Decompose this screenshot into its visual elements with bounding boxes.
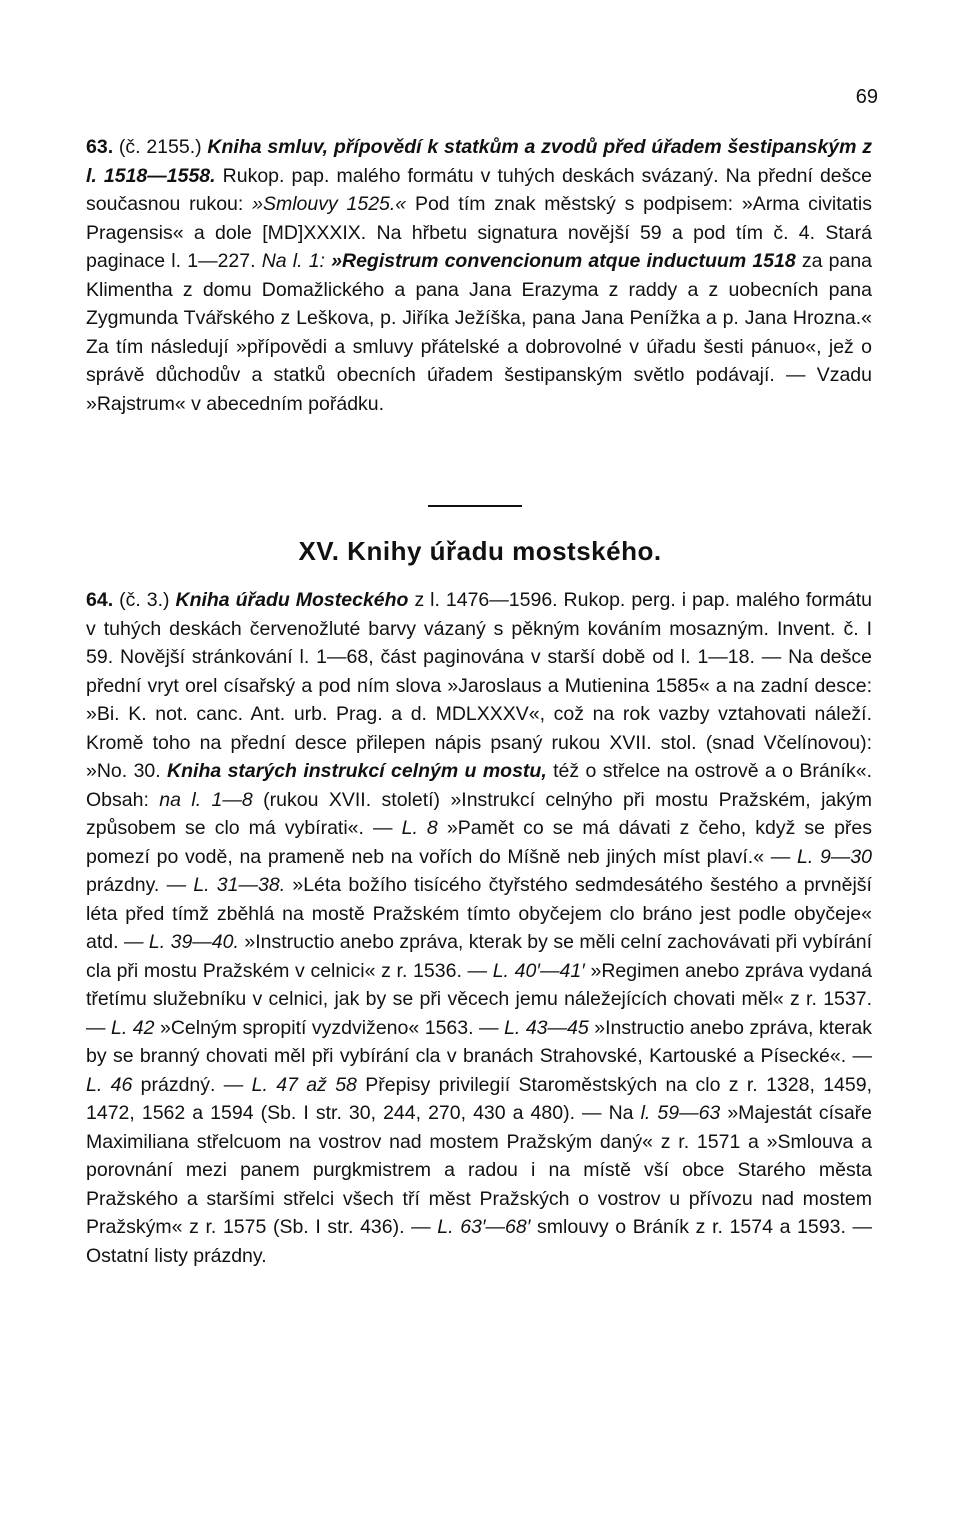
leaf-reference: L. 9—30 xyxy=(796,845,872,868)
description-text: »Majestát císaře Maximiliana střelcuom na vostrov nad mostem Pražským daný« z r. 1571 a »Smlouva a porovnání mezi panem purgkmistrem a radou i na místě vší obce Starého města Pražského a staršími střelci všech tří měst Pražských o vostrov u přívozu nad mostem Pražským« z r. 1575 (Sb. I str. 436). — xyxy=(86,1102,873,1238)
entry-64 xyxy=(86,586,872,1270)
book-title-secondary: Kniha starých instrukcí celným u mostu, xyxy=(167,760,547,782)
leaf-reference: L. 63′—68′ xyxy=(437,1216,531,1238)
leaf-reference: L. 31—38. xyxy=(193,874,286,896)
leaf-reference: l. 59—63 xyxy=(640,1102,721,1124)
catalog-number: (č. 3.) xyxy=(119,589,170,611)
description-text: Rukop. pap. malého formátu v tuhých deskách svázaný. Na přední dešce současnou rukou: xyxy=(86,164,872,215)
leaf-reference: L. 40′—41′ xyxy=(492,959,585,982)
leaf-reference: L. 8 xyxy=(401,817,438,839)
description-text: »Celným spropití vyzdviženo« 1563. — xyxy=(160,1016,499,1039)
leaf-reference: Na l. 1: xyxy=(261,250,325,272)
entry-number: 64. xyxy=(86,589,114,611)
leaf-reference: L. 47 až 58 xyxy=(251,1073,357,1096)
leaf-reference: L. 43—45 xyxy=(504,1016,589,1039)
catalog-number: (č. 2155.) xyxy=(118,136,202,158)
description-text: »Regimen anebo zpráva vydaná třetímu služebníku v celnici, jak by se při věcech jemu náležejících chovati měl« z r. 1537. — xyxy=(86,959,873,1039)
description-text: »Instructio anebo zpráva, kterak by se branný chovati měl při vybírání cla v branách Strahovské, Kartouské a Písecké«. — xyxy=(86,1016,872,1067)
leaf-reference: na l. 1—8 xyxy=(159,788,253,811)
page-number: 69 xyxy=(855,86,878,108)
description-text: též o střelce na ostrově a o Bráník«. Obsah: xyxy=(86,760,872,811)
leaf-reference: L. 42 xyxy=(111,1016,155,1039)
description-text: Pod tím znak městský s podpisem: »Arma civitatis Pragensis« a dole [MD]XXXIX. Na hřbetu signatura novější 59 a pod tím č. 4. Stará paginace l. 1—227. xyxy=(86,193,873,272)
entry-63 xyxy=(86,133,872,418)
description-text: Přepisy privilegií Staroměstských na clo z r. 1328, 1459, 1472, 1562 a 1594 (Sb. I str. 30, 244, 270, 430 a 480). — Na xyxy=(86,1073,872,1124)
register-title: »Registrum convencionum atque inductuum 1518 xyxy=(331,250,796,272)
description-text: z l. 1476—1596. Rukop. perg. i pap. malého formátu v tuhých deskách červenožluté barvy vázaný s pěkným kováním mosazným. Invent. č. I 59. Novější stránkování l. 1—68, část paginována v starší době od l. 1—18. — Na dešce přední vryt orel císařský a pod ním slova »Jaroslaus a Mutienina 1585« a na zadní desce: »Bi. K. not. canc. Ant. urb. Prag. a d. MDLXXXV«, což na rok vazby vztahovati náleží. Kromě toho na přední desce přilepen nápis psaný rukou XVII. stol. (snad Včelínovou): »No. 30. xyxy=(86,589,873,782)
section-heading: XV. Knihy úřadu mostského. xyxy=(298,536,662,566)
description-text: »Pamět co se má dávati z čeho, když se přes pomezí po vodě, na prameně neb na vořích do Míšně neb jiných míst plaví.« — xyxy=(86,817,873,868)
description-text: prázdný. — xyxy=(140,1073,244,1096)
leaf-reference: L. 46 xyxy=(86,1073,133,1096)
book-title: Kniha smluv, přípovědí k statkům a zvodů před úřadem šestipanským z l. 1518—1558. xyxy=(86,136,873,187)
leaf-reference: L. 39—40. xyxy=(148,931,239,953)
description-text: smlouvy o Bráník z r. 1574 a 1593. — Ostatní listy prázdny. xyxy=(86,1216,872,1267)
quote-text: »Smlouvy 1525.« xyxy=(252,193,407,215)
description-text: za pana Klimentha z domu Domažlického a pana Jana Erazyma z raddy a z uobecních pana Zygmunda Tvářského z Leškova, p. Jiříka Ježíška, pana Jana Penížka a p. Jana Hrozna.« Za tím následují »přípovědi a smluvy přátelské a dobrovolné v úřadu šesti pánuo«, jež o správě důchodův a statků obecních úřadem šestipanským světlo podávají. — Vzadu »Rajstrum« v abecedním pořádku. xyxy=(86,250,873,415)
description-text: prázdny. — xyxy=(86,874,187,896)
description-text: »Léta božího tisícého čtyřstého sedmdesátého šestého a prvnější léta před tímž zběhlá na mostě Pražském tímto obyčejem clo bráno jest podle obyčeje« atd. — xyxy=(86,874,872,953)
section-divider xyxy=(428,505,522,507)
description-text: »Instructio anebo zpráva, kterak by se měli celní zachovávati při vybírání cla při mostu Pražském v celnici« z r. 1536. — xyxy=(86,931,873,982)
entry-number: 63. xyxy=(86,136,114,158)
description-text: (rukou XVII. století) »Instrukcí celnýho při mostu Pražském, jakým způsobem se clo má vybírati«. — xyxy=(86,788,873,839)
book-title: Kniha úřadu Mosteckého xyxy=(175,589,409,611)
